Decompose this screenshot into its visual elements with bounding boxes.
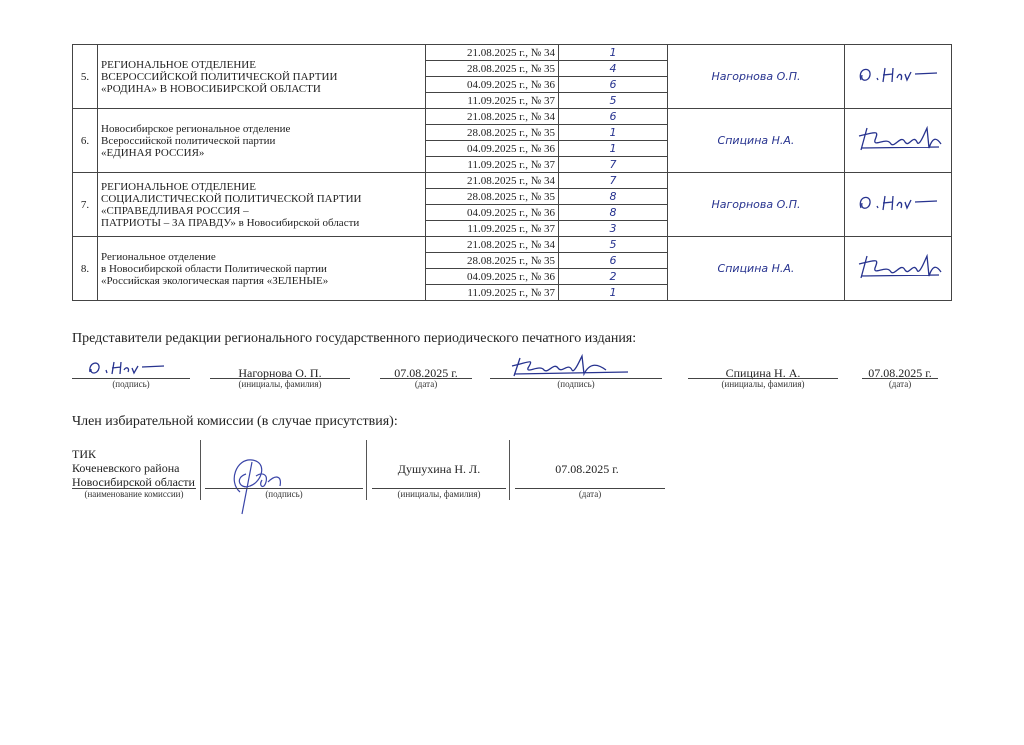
commission-name-line-2: Коченевского района: [72, 461, 180, 475]
commission-divider-2: [366, 440, 367, 500]
commission-date: 07.08.2025 г.: [555, 462, 619, 476]
issue-date: 28.08.2025 г., № 35: [426, 61, 559, 77]
rep2-name-caption: (инициалы, фамилия): [721, 379, 805, 389]
rep1-signature: [86, 356, 166, 380]
handwritten-value: 3: [559, 221, 668, 237]
handwritten-value: 1: [559, 285, 668, 301]
rep1-signature-caption: (подпись): [112, 379, 150, 389]
party-name-line: СОЦИАЛИСТИЧЕСКОЙ ПОЛИТИЧЕСКОЙ ПАРТИИ: [101, 192, 362, 205]
signature-image: [853, 58, 943, 92]
commission-signature: [222, 452, 302, 518]
party-name-line: РЕГИОНАЛЬНОЕ ОТДЕЛЕНИЕ: [101, 58, 256, 71]
signature-cell: [845, 109, 952, 173]
handwritten-value: 6: [559, 109, 668, 125]
signature-cell: [845, 45, 952, 109]
handwritten-name: Спицина Н.А.: [668, 109, 845, 173]
handwritten-value: 1: [559, 125, 668, 141]
handwritten-value: 6: [559, 77, 668, 93]
issue-date: 21.08.2025 г., № 34: [426, 45, 559, 61]
signature-cell: [845, 173, 952, 237]
issue-date: 04.09.2025 г., № 36: [426, 77, 559, 93]
rep2-name: Спицина Н. А.: [725, 366, 801, 380]
commission-name-line-3: Новосибирской области: [72, 475, 195, 489]
commission-member-caption: (инициалы, фамилия): [397, 489, 481, 499]
party-name-line: ПАТРИОТЫ – ЗА ПРАВДУ» в Новосибирской области: [101, 216, 360, 229]
commission-signature-caption: (подпись): [265, 489, 303, 499]
handwritten-value: 7: [559, 157, 668, 173]
issue-date: 04.09.2025 г., № 36: [426, 205, 559, 221]
signature-image: [853, 122, 943, 156]
party-name-line: в Новосибирской области Политической партии: [101, 262, 327, 275]
handwritten-value: 8: [559, 205, 668, 221]
rep2-signature: [510, 352, 630, 380]
issue-date: 11.09.2025 г., № 37: [426, 221, 559, 237]
issue-date: 21.08.2025 г., № 34: [426, 237, 559, 253]
party-name-line: Региональное отделение: [101, 250, 216, 263]
issue-date: 21.08.2025 г., № 34: [426, 173, 559, 189]
handwritten-value: 1: [559, 141, 668, 157]
rep1-name-caption: (инициалы, фамилия): [238, 379, 322, 389]
handwritten-name: Нагорнова О.П.: [668, 173, 845, 237]
handwritten-value: 5: [559, 93, 668, 109]
commission-name-line-1: ТИК: [72, 447, 96, 461]
rep1-date: 07.08.2025 г.: [394, 366, 458, 380]
handwritten-value: 6: [559, 253, 668, 269]
row-number: 7.: [73, 173, 98, 237]
issue-date: 11.09.2025 г., № 37: [426, 285, 559, 301]
handwritten-value: 7: [559, 173, 668, 189]
issue-date: 28.08.2025 г., № 35: [426, 189, 559, 205]
results-table: [72, 44, 952, 301]
handwritten-value: 2: [559, 269, 668, 285]
issue-date: 28.08.2025 г., № 35: [426, 253, 559, 269]
party-name: [98, 109, 426, 173]
table-row: [73, 173, 952, 189]
signature-image: [853, 186, 943, 220]
issue-date: 04.09.2025 г., № 36: [426, 141, 559, 157]
party-name-line: «РОДИНА» В НОВОСИБИРСКОЙ ОБЛАСТИ: [101, 82, 321, 95]
commission-member-name: Душухина Н. Л.: [397, 462, 481, 476]
handwritten-name: Нагорнова О.П.: [668, 45, 845, 109]
party-name-line: Всероссийской политической партии: [101, 134, 276, 147]
handwritten-value: 4: [559, 61, 668, 77]
signature-image: [853, 250, 943, 284]
party-name-line: Новосибирское региональное отделение: [101, 122, 291, 135]
commission-divider-1: [200, 440, 201, 500]
commission-heading: Член избирательной комиссии (в случае присутствия):: [72, 414, 398, 429]
table-row: [73, 109, 952, 125]
row-number: 8.: [73, 237, 98, 301]
handwritten-value: 1: [559, 45, 668, 61]
rep1-name: Нагорнова О. П.: [238, 366, 322, 380]
party-name-line: «ЕДИНАЯ РОССИЯ»: [101, 146, 205, 159]
issue-date: 11.09.2025 г., № 37: [426, 157, 559, 173]
table-row: [73, 237, 952, 253]
party-name: [98, 237, 426, 301]
rep2-signature-caption: (подпись): [557, 379, 595, 389]
issue-date: 04.09.2025 г., № 36: [426, 269, 559, 285]
row-number: 6.: [73, 109, 98, 173]
rep1-date-caption: (дата): [414, 379, 438, 389]
rep2-date-caption: (дата): [888, 379, 912, 389]
rep2-date: 07.08.2025 г.: [868, 366, 932, 380]
party-name-line: ВСЕРОССИЙСКОЙ ПОЛИТИЧЕСКОЙ ПАРТИИ: [101, 70, 338, 83]
table-row: [73, 45, 952, 61]
handwritten-value: 8: [559, 189, 668, 205]
commission-divider-3: [509, 440, 510, 500]
issue-date: 28.08.2025 г., № 35: [426, 125, 559, 141]
signature-cell: [845, 237, 952, 301]
issue-date: 11.09.2025 г., № 37: [426, 93, 559, 109]
issue-date: 21.08.2025 г., № 34: [426, 109, 559, 125]
commission-date-caption: (дата): [578, 489, 602, 499]
editors-heading: Представители редакции регионального государственного периодического печатного издания:: [72, 331, 637, 346]
party-name-line: «СПРАВЕДЛИВАЯ РОССИЯ –: [101, 204, 249, 217]
handwritten-name: Спицина Н.А.: [668, 237, 845, 301]
party-name-line: «Российская экологическая партия «ЗЕЛЕНЫЕ»: [101, 274, 329, 287]
handwritten-value: 5: [559, 237, 668, 253]
party-name: [98, 173, 426, 237]
commission-name-caption: (наименование комиссии): [84, 489, 184, 499]
row-number: 5.: [73, 45, 98, 109]
commission-name: [72, 447, 195, 489]
party-name: [98, 45, 426, 109]
party-name-line: РЕГИОНАЛЬНОЕ ОТДЕЛЕНИЕ: [101, 180, 256, 193]
